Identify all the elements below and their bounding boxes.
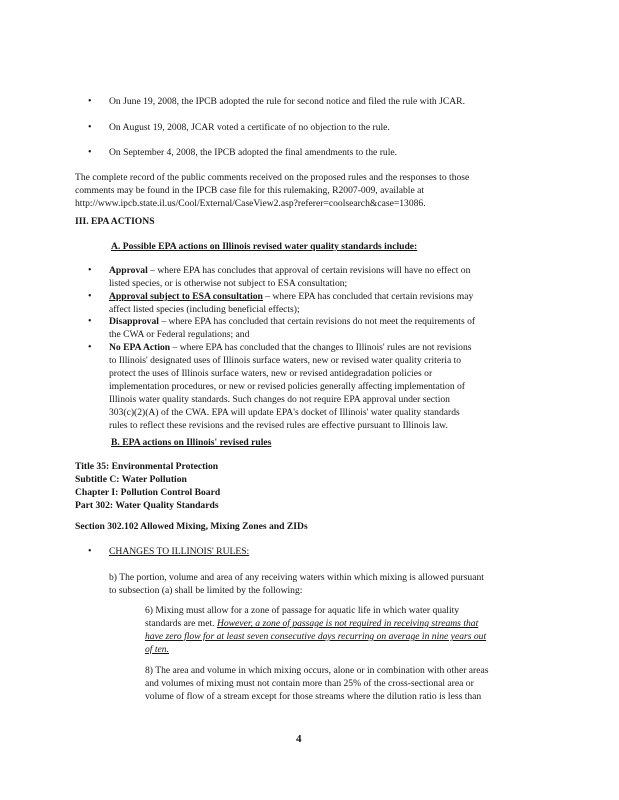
page-number: 4 bbox=[296, 733, 302, 745]
bullet-icon: • bbox=[88, 291, 92, 302]
action-approval: Approval – where EPA has concludes that approval of certain revisions will have no effect on listed species, or is otherwise not subject to ESA consultation; bbox=[109, 265, 471, 289]
bullet-icon: • bbox=[88, 265, 92, 276]
bullet-icon: • bbox=[88, 122, 92, 133]
bullet-icon: • bbox=[88, 96, 92, 107]
added-text: have zero flow for at least seven consecutive days recurring on average in nine years out bbox=[145, 631, 487, 642]
timeline-item: On September 4, 2008, the IPCB adopted the final amendments to the rule. bbox=[109, 147, 398, 158]
added-text: However, a zone of passage is not required in receiving streams that bbox=[216, 618, 479, 629]
timeline-item: On June 19, 2008, the IPCB adopted the rule for second notice and filed the rule with JCAR. bbox=[109, 96, 465, 107]
changes-heading: CHANGES TO ILLINOIS' RULES: bbox=[109, 546, 250, 557]
bullet-icon: • bbox=[88, 147, 92, 158]
bullet-icon: • bbox=[88, 546, 92, 557]
record-paragraph: The complete record of the public comments received on the proposed rules and the responses to those comments may be found in the IPCB case file for this rulemaking, R2007-009, available at http://www.ipcb.state.il.us/Cool/External/CaseView2.asp?referer=coolsearch&case=13086. bbox=[75, 171, 595, 210]
case-file-link[interactable]: http://www.ipcb.state.il.us/Cool/External/CaseView2.asp?referer=coolsearch&case=13086. bbox=[75, 198, 426, 209]
action-no-epa-action: No EPA Action – where EPA has concluded that the changes to Illinois' rules are not revisions to Illinois' designated uses of Illinois surface waters, new or revised water quality criteria to protect the uses of Illinois surface waters, new or revised antidegradation policies or implementation procedures, or new or revised policies generally affecting implementation of Illinois water quality standards. Such changes do not require EPA approval under section 303(c)(2)(A) of the CWA. EPA will update EPA's docket of Illinois' water quality standards rules to reflect these revisions and the revised rules are effective pursuant to Illinois law. bbox=[109, 342, 472, 431]
subsection-a-heading: A. Possible EPA actions on Illinois revised water quality standards include: bbox=[111, 241, 418, 252]
action-disapproval: Disapproval – where EPA has concluded that certain revisions do not meet the requirements of the CWA or Federal regulations; and bbox=[109, 316, 476, 340]
timeline-item: On August 19, 2008, JCAR voted a certificate of no objection to the rule. bbox=[109, 122, 390, 133]
bullet-icon: • bbox=[88, 316, 92, 327]
section-heading: III. EPA ACTIONS bbox=[75, 216, 155, 227]
added-text: of ten. bbox=[145, 644, 169, 655]
paragraph-6: 6) Mixing must allow for a zone of passage for aquatic life in which water quality standards are met. However, a zone of passage is not required in receiving streams that have zero flow for at least seven consecutive days recurring on average in nine years out of ten. bbox=[145, 604, 605, 656]
paragraph-b: b) The portion, volume and area of any receiving waters within which mixing is allowed pursuant to subsection (a) shall be limited by the following: bbox=[109, 572, 484, 596]
bullet-icon: • bbox=[88, 342, 92, 353]
subsection-b-heading: B. EPA actions on Illinois' revised rules bbox=[111, 437, 272, 448]
rule-section-heading: Section 302.102 Allowed Mixing, Mixing Zones and ZIDs bbox=[75, 521, 308, 532]
title-block: Title 35: Environmental Protection Subtitle C: Water Pollution Chapter I: Pollution Control Board Part 302: Water Quality Standards bbox=[75, 461, 221, 511]
paragraph-8: 8) The area and volume in which mixing occurs, alone or in combination with other areas and volumes of mixing must not contain more than 25% of the cross-sectional area or volume of flow of a stream except for those streams where the dilution ratio is less than bbox=[145, 665, 489, 702]
action-approval-esa: Approval subject to ESA consultation – where EPA has concluded that certain revisions may affect listed species (including beneficial effects); bbox=[109, 291, 474, 315]
